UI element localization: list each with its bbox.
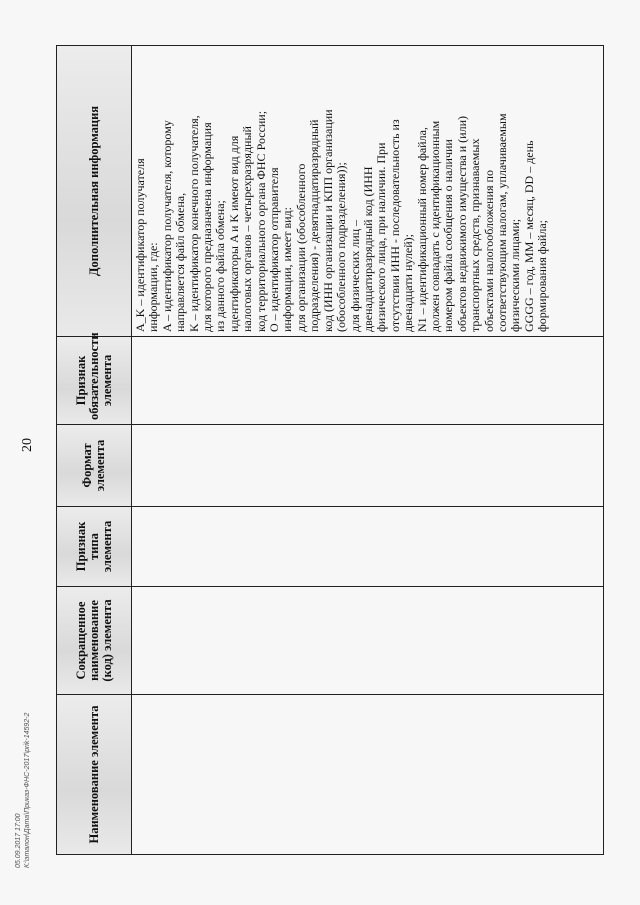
table-row (132, 46, 604, 855)
info-line: информации, где: (146, 242, 161, 332)
cell-element-code (132, 587, 604, 695)
info-line: A_K – идентификатор получателя (133, 158, 147, 332)
info-line: объектов недвижимого имущества и (или) (454, 115, 469, 332)
info-line: идентификаторы A и K имеют вид для (226, 135, 241, 332)
cell-element-required (132, 337, 604, 425)
info-line: физического лица, при наличии. При (374, 142, 389, 332)
info-line: налоговых органов – четырехразрядный (240, 126, 255, 332)
info-line: код территориального органа ФНС России; (253, 110, 268, 332)
rotated-table-container (56, 46, 604, 855)
info-line: (обособленного подразделения)); (334, 162, 349, 332)
cell-element-name (132, 695, 604, 855)
info-line: подразделения) - девятнадцатиразрядный (307, 119, 322, 332)
info-line: для которого предназначена информация (200, 122, 215, 332)
info-line: двенадцатиразрядный код (ИНН (360, 166, 375, 332)
info-line: для организации (обособленного (293, 163, 308, 332)
header-element-required: Признак обязательности элемента (57, 337, 132, 425)
info-line: N1 – идентификационный номер файла, (414, 127, 429, 332)
info-line: код (ИНН организации и КПП организации (320, 109, 335, 332)
cell-additional-info (132, 46, 604, 337)
info-line: должен совпадать с идентификационным (427, 120, 442, 332)
cell-element-format (132, 425, 604, 507)
footer-file-path: К:\эталон\Дата\Приказ-ФНС-2017\prik-14592-2 (24, 712, 31, 868)
info-line: информации, имеет вид: (280, 207, 295, 332)
info-line: номером файла сообщения о наличии (441, 139, 456, 332)
header-additional-info: Дополнительная информация (57, 46, 132, 337)
header-element-format: Формат элемента (57, 425, 132, 507)
info-line: направляется файл обмена, (173, 192, 188, 332)
info-line: O – идентификатор отправителя (267, 167, 282, 332)
info-line: GGGG – год, MM – месяц, DD – день (521, 140, 536, 332)
info-line: A – идентификатор получателя, которому (159, 120, 174, 332)
footer-timestamp: 05.09.2017 17:00 (15, 813, 22, 868)
info-line: физическими лицами; (508, 218, 523, 332)
header-element-code: Сокращенное наименование (код) элемента (57, 587, 132, 695)
table-header-row (57, 46, 132, 855)
elements-table (56, 45, 604, 855)
info-line: транспортных средств, признаваемых (468, 138, 483, 332)
info-line: двенадцати нулей); (401, 234, 416, 332)
info-line: формирования файла; (535, 220, 550, 332)
info-line: соответствующим налогам, уплачиваемым (494, 113, 509, 332)
cell-element-type (132, 507, 604, 587)
document-footer (14, 713, 32, 868)
header-element-type: Признак типа элемента (57, 507, 132, 587)
info-line: отсутствии ИНН - последовательность из (387, 119, 402, 332)
info-line: K – идентификатор конечного получателя, (186, 115, 201, 332)
info-line: объектами налогообложения по (481, 170, 496, 332)
info-line: из данного файла обмена; (213, 200, 228, 332)
page-number: 20 (20, 438, 35, 452)
header-element-name: Наименование элемента (57, 695, 132, 855)
info-line: для физических лиц – (347, 219, 362, 332)
